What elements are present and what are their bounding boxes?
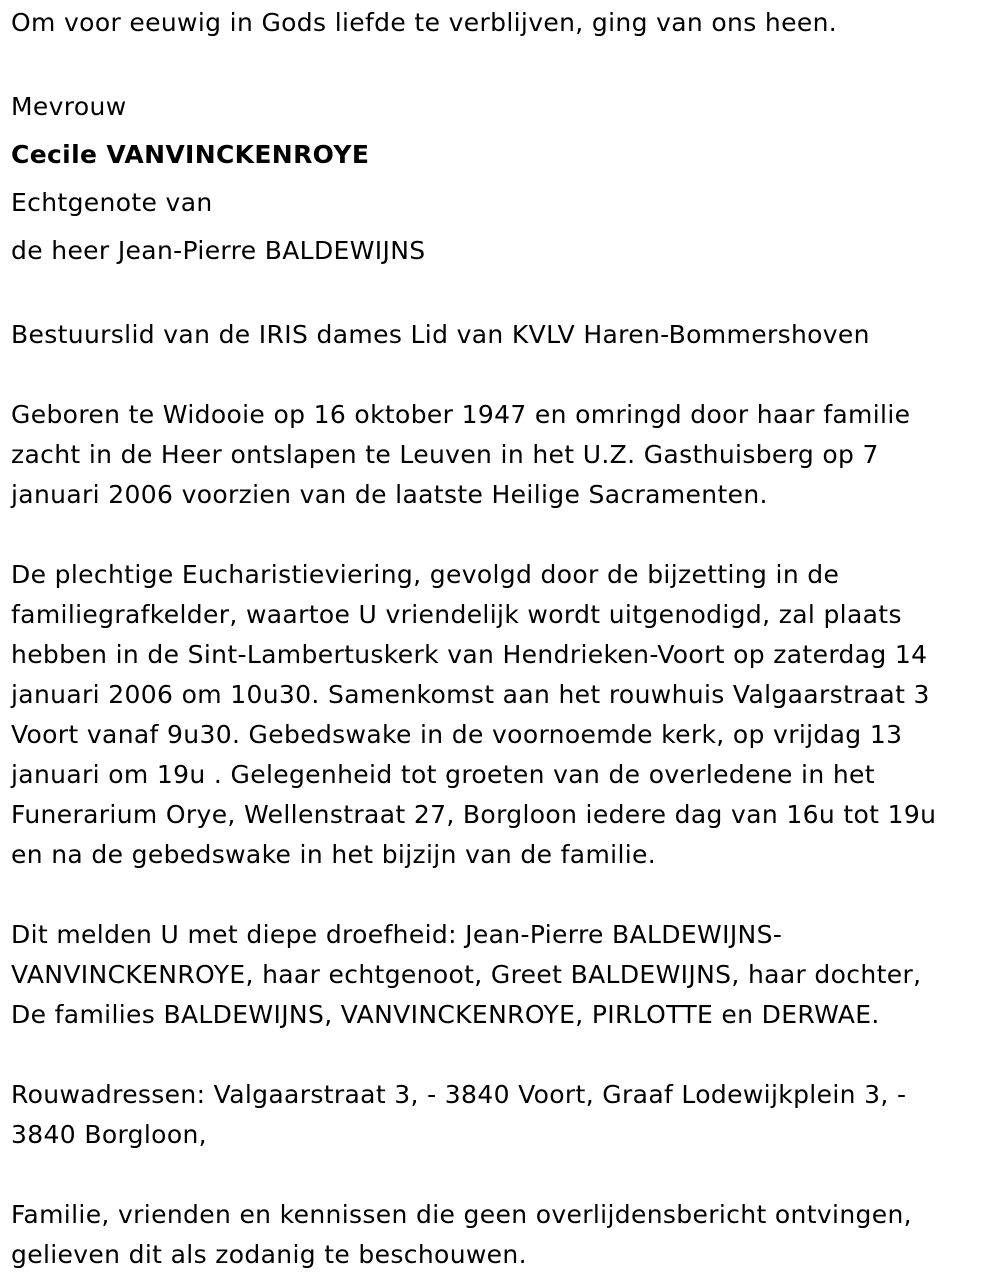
spacer	[11, 43, 986, 83]
paragraph-line: De plechtige Eucharistieviering, gevolgd door de bijzetting in de	[11, 560, 840, 589]
paragraph-line: VANVINCKENROYE, haar echtgenoot, Greet BALDEWIJNS, haar dochter,	[11, 960, 922, 989]
spacer	[11, 275, 986, 315]
relation-line: Echtgenote van	[11, 188, 213, 217]
spacer	[11, 1035, 986, 1075]
spacer	[11, 875, 986, 915]
paragraph-line: Funerarium Orye, Wellenstraat 27, Borgloon iedere dag van 16u tot 19u	[11, 800, 937, 829]
paragraph-line: familiegrafkelder, waartoe U vriendelijk wordt uitgenodigd, zal plaats	[11, 600, 902, 629]
spacer	[11, 1155, 986, 1195]
paragraph-line: hebben in de Sint-Lambertuskerk van Hendrieken-Voort op zaterdag 14	[11, 640, 928, 669]
obituary-notice	[11, 3, 986, 1275]
paragraph-line: gelieven dit als zodanig te beschouwen.	[11, 1240, 527, 1269]
paragraph-line: 3840 Borgloon,	[11, 1120, 207, 1149]
paragraph-line: zacht in de Heer ontslapen te Leuven in het U.Z. Gasthuisberg op 7	[11, 440, 879, 469]
spacer	[11, 355, 986, 395]
opening-line: Om voor eeuwig in Gods liefde te verblijven, ging van ons heen.	[11, 8, 838, 37]
spouse-line: de heer Jean-Pierre BALDEWIJNS	[11, 236, 426, 265]
paragraph-line: Dit melden U met diepe droefheid: Jean-Pierre BALDEWIJNS-	[11, 920, 783, 949]
paragraph-line: januari om 19u . Gelegenheid tot groeten van de overledene in het	[11, 760, 875, 789]
paragraph-line: en na de gebedswake in het bijzijn van de familie.	[11, 840, 657, 869]
birth-death-paragraph	[11, 395, 986, 515]
spacer	[11, 515, 986, 555]
membership-line: Bestuurslid van de IRIS dames Lid van KVLV Haren-Bommershoven	[11, 320, 870, 349]
paragraph-line: januari 2006 om 10u30. Samenkomst aan het rouwhuis Valgaarstraat 3	[11, 680, 930, 709]
paragraph-line: De families BALDEWIJNS, VANVINCKENROYE, PIRLOTTE en DERWAE.	[11, 1000, 880, 1029]
paragraph-line: Voort vanaf 9u30. Gebedswake in de voornoemde kerk, op vrijdag 13	[11, 720, 903, 749]
paragraph-line: januari 2006 voorzien van de laatste Heilige Sacramenten.	[11, 480, 768, 509]
paragraph-line: Geboren te Widooie op 16 oktober 1947 en omringd door haar familie	[11, 400, 911, 429]
addresses-paragraph	[11, 1075, 986, 1155]
paragraph-line: Rouwadressen: Valgaarstraat 3, - 3840 Voort, Graaf Lodewijkplein 3, -	[11, 1080, 907, 1109]
announcement-paragraph	[11, 915, 986, 1035]
closing-paragraph	[11, 1195, 986, 1275]
paragraph-line: Familie, vrienden en kennissen die geen overlijdensbericht ontvingen,	[11, 1200, 912, 1229]
deceased-name: Cecile VANVINCKENROYE	[11, 140, 370, 169]
ceremony-paragraph	[11, 555, 986, 875]
title-line: Mevrouw	[11, 92, 127, 121]
